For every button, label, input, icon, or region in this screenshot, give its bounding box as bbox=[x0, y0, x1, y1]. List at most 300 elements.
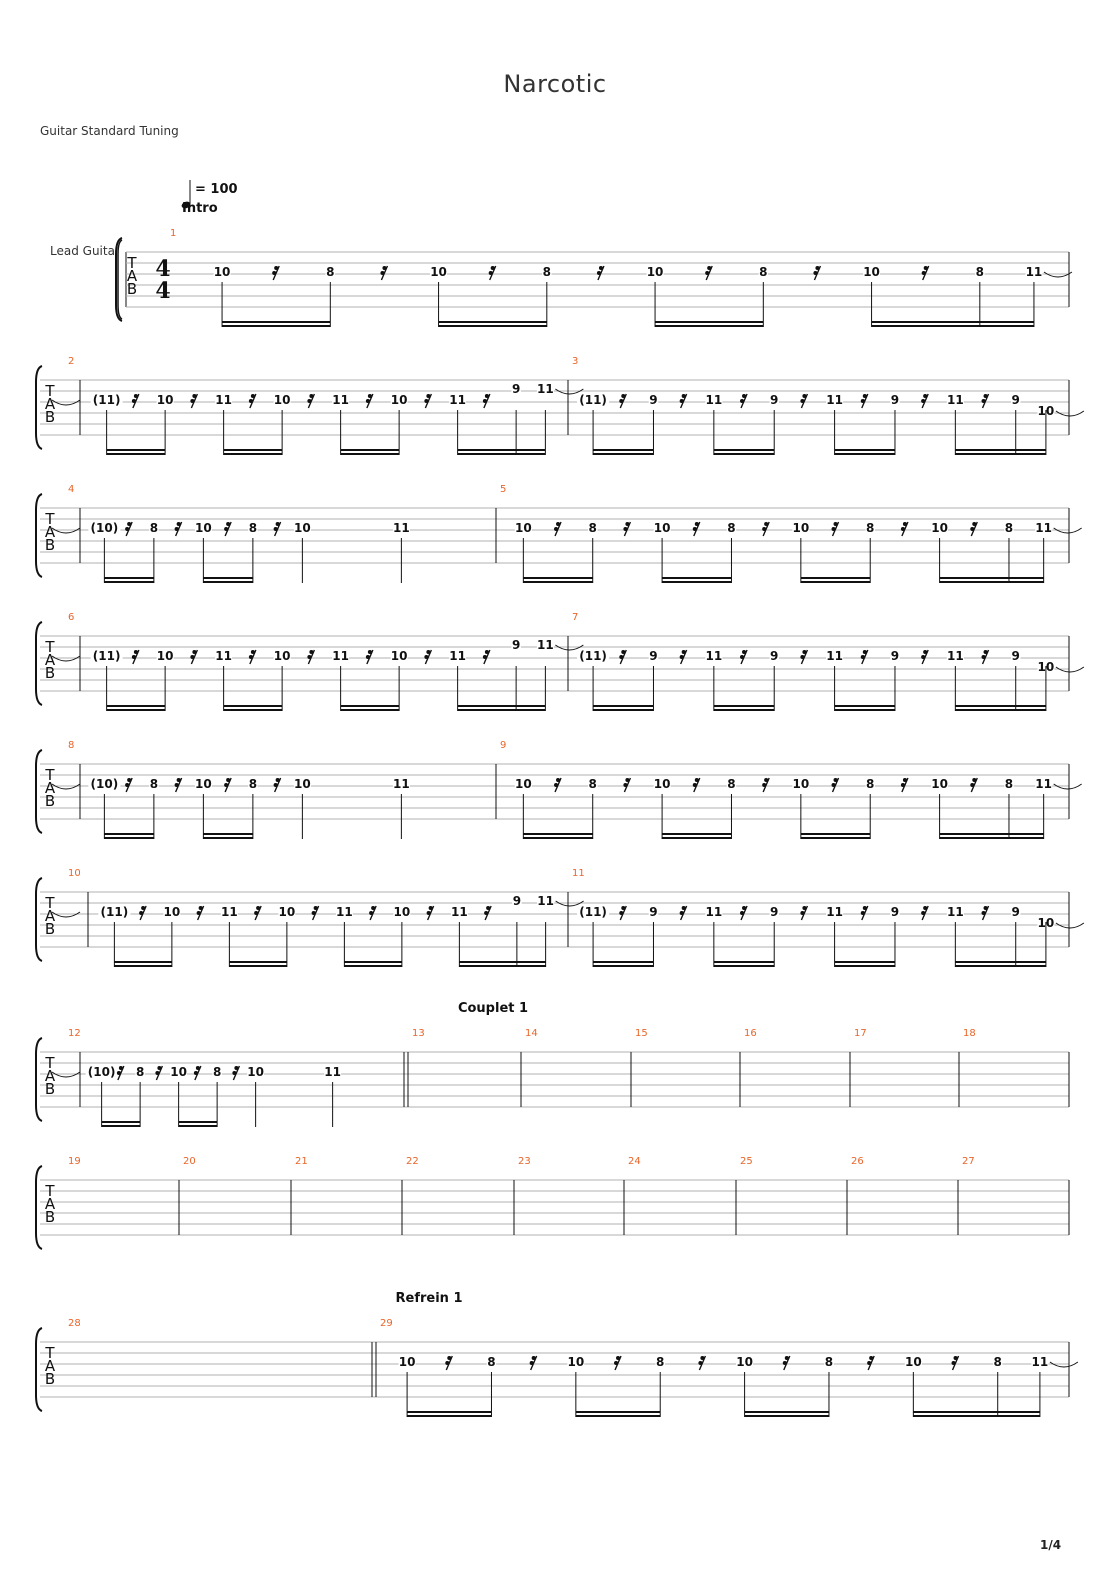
sixteenth-rest bbox=[249, 394, 256, 408]
tab-clef-letter: A bbox=[44, 395, 56, 413]
fret-number: 9 bbox=[770, 905, 779, 919]
rest-flag-dot bbox=[175, 783, 179, 787]
rest-flag-dot bbox=[134, 650, 138, 654]
fret-number: 11 bbox=[215, 649, 232, 663]
rest-flag-dot bbox=[802, 906, 806, 910]
system-brace bbox=[36, 494, 42, 577]
tab-clef-letter: T bbox=[45, 1182, 55, 1200]
rest-flag-dot bbox=[682, 394, 686, 398]
rest-flag-dot bbox=[226, 778, 230, 782]
fret-number: 10 bbox=[792, 777, 810, 791]
measure-number: 14 bbox=[525, 1028, 538, 1039]
fret-number: 11 bbox=[215, 393, 232, 407]
section-label: Refrein 1 bbox=[395, 1291, 463, 1306]
fret-number: 10 bbox=[931, 521, 948, 535]
tab-clef-letter: B bbox=[126, 280, 138, 298]
rest-flag-dot bbox=[125, 783, 129, 787]
rest-flag-dot bbox=[254, 911, 258, 915]
sixteenth-rest bbox=[800, 650, 807, 664]
rest-flag-dot bbox=[141, 906, 145, 910]
rest-flag-dot bbox=[192, 394, 196, 398]
rest-flag-dot bbox=[984, 650, 988, 654]
rest-flag-dot bbox=[483, 655, 487, 659]
sixteenth-rest bbox=[366, 650, 373, 664]
fret-number: 11 bbox=[705, 649, 723, 663]
tab-system bbox=[36, 1156, 1069, 1249]
sixteenth-rest bbox=[921, 906, 928, 920]
sixteenth-rest bbox=[484, 906, 491, 920]
beam-primary bbox=[872, 321, 1034, 323]
rest-flag-dot bbox=[625, 522, 629, 526]
measure-number: 28 bbox=[68, 1318, 81, 1329]
rest-flag-dot bbox=[867, 1361, 871, 1365]
beam-primary bbox=[835, 961, 895, 963]
beam-primary bbox=[913, 1411, 1040, 1413]
sixteenth-rest bbox=[125, 778, 132, 792]
fret-number: 10 bbox=[863, 265, 880, 279]
beam-secondary bbox=[714, 965, 774, 967]
rest-flag-dot bbox=[483, 399, 487, 403]
beam-primary bbox=[801, 833, 870, 835]
beam-secondary bbox=[104, 581, 154, 583]
rest-flag-dot bbox=[740, 399, 744, 403]
rest-flag-dot bbox=[530, 1361, 534, 1365]
rest-flag-dot bbox=[127, 778, 131, 782]
beam-secondary bbox=[341, 709, 400, 711]
fret-number: 10 bbox=[273, 649, 291, 663]
fret-number: 8 bbox=[326, 265, 335, 279]
beam-secondary bbox=[102, 1125, 141, 1127]
rest-flag-dot bbox=[832, 527, 836, 531]
sixteenth-rest bbox=[619, 650, 626, 664]
rest-flag-dot bbox=[863, 650, 867, 654]
rest-flag-dot bbox=[175, 527, 179, 531]
rest-flag-dot bbox=[834, 522, 838, 526]
rest-flag-dot bbox=[249, 399, 253, 403]
measure-number: 20 bbox=[183, 1156, 196, 1167]
fret-number: 11 bbox=[1025, 265, 1043, 279]
fret-number: 8 bbox=[149, 777, 159, 791]
tab-clef-letter: T bbox=[127, 254, 137, 272]
fret-number: 10 bbox=[514, 777, 532, 791]
sixteenth-rest bbox=[530, 1356, 537, 1370]
rest-flag-dot bbox=[952, 1361, 956, 1365]
rest-flag-dot bbox=[869, 1356, 873, 1360]
rest-flag-dot bbox=[194, 1071, 198, 1075]
sixteenth-rest bbox=[861, 906, 868, 920]
rest-flag-dot bbox=[923, 906, 927, 910]
rest-flag-dot bbox=[256, 906, 260, 910]
fret-number: 8 bbox=[656, 1355, 665, 1369]
measure-number: 11 bbox=[572, 868, 585, 879]
rest-flag-dot bbox=[196, 1066, 200, 1070]
rest-flag-dot bbox=[982, 399, 986, 403]
sixteenth-rest bbox=[680, 394, 687, 408]
beam-primary bbox=[407, 1411, 491, 1413]
rest-flag-dot bbox=[923, 394, 927, 398]
rest-flag-dot bbox=[127, 522, 131, 526]
rest-flag-dot bbox=[192, 650, 196, 654]
fret-number: 10 bbox=[1037, 404, 1055, 418]
measure-number: 18 bbox=[963, 1028, 976, 1039]
tab-clef-letter: A bbox=[44, 1195, 56, 1213]
sixteenth-rest bbox=[224, 522, 231, 536]
measure-number: 13 bbox=[412, 1028, 425, 1039]
tab-clef-letter: A bbox=[44, 779, 56, 797]
rest-flag-dot bbox=[623, 783, 627, 787]
sixteenth-rest bbox=[921, 650, 928, 664]
tuning-label: Guitar Standard Tuning bbox=[40, 124, 179, 138]
fret-number: 10 bbox=[567, 1355, 585, 1369]
beam-secondary bbox=[593, 453, 653, 455]
rest-flag-dot bbox=[371, 906, 375, 910]
rest-flag-dot bbox=[491, 266, 495, 270]
sixteenth-rest bbox=[783, 1356, 790, 1370]
rest-flag-dot bbox=[832, 783, 836, 787]
sixteenth-rest bbox=[982, 394, 989, 408]
fret-number: 8 bbox=[727, 777, 736, 791]
fret-number: 11 bbox=[336, 905, 353, 919]
rest-flag-dot bbox=[556, 778, 560, 782]
tab-clef-letter: B bbox=[44, 792, 56, 810]
rest-flag-dot bbox=[924, 266, 928, 270]
fret-number: 10 bbox=[195, 777, 212, 791]
sixteenth-rest bbox=[623, 522, 630, 536]
rest-flag-dot bbox=[762, 527, 766, 531]
fret-number: 10 bbox=[213, 265, 231, 279]
fret-number: 10 bbox=[278, 905, 296, 919]
sixteenth-rest bbox=[117, 1066, 124, 1080]
measure-number: 29 bbox=[380, 1318, 393, 1329]
rest-flag-dot bbox=[132, 399, 136, 403]
fret-number: 9 bbox=[649, 905, 658, 919]
fret-number: 11 bbox=[449, 649, 466, 663]
rest-flag-dot bbox=[972, 778, 976, 782]
sixteenth-rest bbox=[312, 906, 319, 920]
fret-number: 10 bbox=[931, 777, 948, 791]
fret-number: (11) bbox=[579, 393, 607, 407]
rest-flag-dot bbox=[970, 783, 974, 787]
sixteenth-rest bbox=[867, 1356, 874, 1370]
sixteenth-rest bbox=[901, 778, 908, 792]
sixteenth-rest bbox=[254, 906, 261, 920]
beam-primary bbox=[102, 1121, 141, 1123]
tab-clef-letter: B bbox=[44, 1080, 56, 1098]
sixteenth-rest bbox=[740, 906, 747, 920]
rest-flag-dot bbox=[177, 522, 181, 526]
fret-number: 8 bbox=[866, 777, 875, 791]
beam-secondary bbox=[576, 1415, 660, 1417]
fret-number: 11 bbox=[537, 894, 554, 908]
rest-flag-dot bbox=[117, 1071, 121, 1075]
beam-primary bbox=[439, 321, 547, 323]
measure-number: 23 bbox=[518, 1156, 531, 1167]
fret-number: 10 bbox=[273, 393, 291, 407]
sixteenth-rest bbox=[619, 906, 626, 920]
beam-secondary bbox=[913, 1415, 1040, 1417]
rest-flag-dot bbox=[863, 394, 867, 398]
rest-flag-dot bbox=[232, 1071, 236, 1075]
fret-number: 11 bbox=[221, 905, 238, 919]
measure-number: 6 bbox=[68, 612, 75, 623]
measure-number: 26 bbox=[851, 1156, 864, 1167]
fret-number: 11 bbox=[826, 649, 843, 663]
fret-number: 11 bbox=[1031, 1355, 1049, 1369]
measure-number: 12 bbox=[68, 1028, 81, 1039]
tab-clef-letter: T bbox=[45, 510, 55, 528]
system-brace bbox=[36, 1038, 42, 1121]
beam-secondary bbox=[458, 709, 546, 711]
beam-secondary bbox=[203, 837, 253, 839]
fret-number: 9 bbox=[890, 393, 900, 407]
rest-flag-dot bbox=[234, 1066, 238, 1070]
sixteenth-rest bbox=[705, 266, 712, 280]
sixteenth-rest bbox=[800, 394, 807, 408]
rest-flag-dot bbox=[802, 394, 806, 398]
sixteenth-rest bbox=[614, 1356, 621, 1370]
fret-number: (10) bbox=[90, 521, 119, 535]
rest-flag-dot bbox=[815, 266, 819, 270]
fret-number: 10 bbox=[294, 777, 311, 791]
sixteenth-rest bbox=[194, 1066, 201, 1080]
rest-flag-dot bbox=[616, 1356, 620, 1360]
beam-primary bbox=[593, 705, 653, 707]
rest-flag-dot bbox=[190, 655, 194, 659]
rest-flag-dot bbox=[764, 778, 768, 782]
sixteenth-rest bbox=[139, 906, 146, 920]
tab-clef-letter: B bbox=[44, 1208, 56, 1226]
beam-primary bbox=[344, 961, 402, 963]
rest-flag-dot bbox=[800, 655, 804, 659]
beam-primary bbox=[745, 1411, 829, 1413]
sixteenth-rest bbox=[740, 650, 747, 664]
fret-number: 10 bbox=[195, 521, 212, 535]
tab-system bbox=[36, 868, 1084, 967]
sixteenth-rest bbox=[197, 906, 204, 920]
rest-flag-dot bbox=[119, 1066, 123, 1070]
beam-secondary bbox=[955, 453, 1046, 455]
fret-number: (10) bbox=[87, 1065, 116, 1079]
rest-flag-dot bbox=[693, 527, 697, 531]
beam-secondary bbox=[344, 965, 402, 967]
fret-number: (11) bbox=[579, 905, 607, 919]
beam-primary bbox=[222, 321, 330, 323]
rest-flag-dot bbox=[619, 655, 623, 659]
fret-number: 9 bbox=[511, 382, 521, 396]
rest-flag-dot bbox=[249, 655, 253, 659]
beam-primary bbox=[940, 833, 1044, 835]
rest-flag-dot bbox=[368, 650, 372, 654]
measure-number: 10 bbox=[68, 868, 81, 879]
measure-number: 3 bbox=[572, 356, 579, 367]
rest-flag-dot bbox=[800, 911, 804, 915]
fret-number: 11 bbox=[393, 521, 410, 535]
tie-arc bbox=[1056, 667, 1084, 672]
rest-flag-dot bbox=[197, 911, 201, 915]
rest-flag-dot bbox=[802, 650, 806, 654]
tab-system bbox=[36, 740, 1082, 839]
beam-primary bbox=[459, 961, 545, 963]
beam-secondary bbox=[714, 709, 774, 711]
beam-primary bbox=[655, 321, 763, 323]
fret-number: 11 bbox=[946, 649, 964, 663]
tab-system bbox=[36, 484, 1082, 583]
sixteenth-rest bbox=[380, 266, 387, 280]
fret-number: 9 bbox=[512, 894, 522, 908]
measure-number: 19 bbox=[68, 1156, 81, 1167]
beam-secondary bbox=[179, 1125, 218, 1127]
fret-number: 11 bbox=[537, 382, 554, 396]
beam-secondary bbox=[523, 581, 592, 583]
rest-flag-dot bbox=[921, 655, 925, 659]
fret-number: 10 bbox=[247, 1065, 264, 1079]
beam-secondary bbox=[714, 453, 774, 455]
rest-flag-dot bbox=[982, 911, 986, 915]
sixteenth-rest bbox=[249, 650, 256, 664]
beam-primary bbox=[835, 705, 895, 707]
rest-flag-dot bbox=[556, 522, 560, 526]
fret-number: 9 bbox=[770, 649, 779, 663]
rest-flag-dot bbox=[226, 522, 230, 526]
beam-primary bbox=[576, 1411, 660, 1413]
rest-flag-dot bbox=[863, 906, 867, 910]
system-brace bbox=[36, 750, 42, 833]
fret-number: 9 bbox=[1011, 905, 1020, 919]
measure-number: 7 bbox=[572, 612, 579, 623]
instrument-name: Lead Guita bbox=[50, 244, 115, 258]
fret-number: 8 bbox=[542, 265, 551, 279]
sixteenth-rest bbox=[623, 778, 630, 792]
fret-number: 9 bbox=[770, 393, 779, 407]
sixteenth-rest bbox=[952, 1356, 959, 1370]
sixteenth-rest bbox=[680, 906, 687, 920]
rest-flag-dot bbox=[621, 394, 625, 398]
rest-flag-dot bbox=[695, 778, 699, 782]
beam-secondary bbox=[835, 965, 895, 967]
fret-number: 10 bbox=[514, 521, 532, 535]
beam-secondary bbox=[107, 453, 166, 455]
beam-secondary bbox=[745, 1415, 829, 1417]
rest-flag-dot bbox=[125, 527, 129, 531]
fret-number: 11 bbox=[324, 1065, 341, 1079]
rest-flag-dot bbox=[901, 783, 905, 787]
measure-number: 21 bbox=[295, 1156, 308, 1167]
rest-flag-dot bbox=[783, 1361, 787, 1365]
measure-number: 4 bbox=[68, 484, 75, 495]
rest-flag-dot bbox=[445, 1361, 449, 1365]
rest-flag-dot bbox=[680, 655, 684, 659]
sixteenth-rest bbox=[274, 522, 281, 536]
sixteenth-rest bbox=[861, 394, 868, 408]
beam-secondary bbox=[459, 965, 545, 967]
fret-number: 10 bbox=[156, 649, 174, 663]
measure-number: 8 bbox=[68, 740, 75, 751]
tab-clef-letter: B bbox=[44, 664, 56, 682]
rest-flag-dot bbox=[861, 655, 865, 659]
measure-number: 25 bbox=[740, 1156, 753, 1167]
system-brace bbox=[36, 622, 42, 705]
tab-system bbox=[36, 612, 1084, 711]
tab-clef-letter: A bbox=[44, 1067, 56, 1085]
fret-number: 8 bbox=[824, 1355, 834, 1369]
rest-flag-dot bbox=[309, 650, 313, 654]
beam-primary bbox=[662, 577, 731, 579]
sixteenth-rest bbox=[813, 266, 820, 280]
sixteenth-rest bbox=[424, 650, 431, 664]
sixteenth-rest bbox=[922, 266, 929, 280]
fret-number: 8 bbox=[1004, 521, 1014, 535]
rest-flag-dot bbox=[621, 650, 625, 654]
fret-number: 10 bbox=[646, 265, 664, 279]
beam-primary bbox=[107, 449, 166, 451]
fret-number: 11 bbox=[946, 905, 964, 919]
rest-flag-dot bbox=[923, 650, 927, 654]
beam-primary bbox=[955, 961, 1046, 963]
fret-number: 10 bbox=[393, 905, 411, 919]
sixteenth-rest bbox=[554, 522, 561, 536]
fret-number: 10 bbox=[170, 1065, 187, 1079]
rest-flag-dot bbox=[251, 394, 255, 398]
beam-primary bbox=[107, 705, 166, 707]
tab-clef-letter: T bbox=[45, 638, 55, 656]
fret-number: 11 bbox=[705, 393, 723, 407]
fret-number: (11) bbox=[92, 649, 121, 663]
rest-flag-dot bbox=[682, 906, 686, 910]
rest-flag-dot bbox=[698, 1361, 702, 1365]
rest-flag-dot bbox=[785, 1356, 789, 1360]
rest-flag-dot bbox=[621, 906, 625, 910]
rest-flag-dot bbox=[861, 911, 865, 915]
fret-number: 9 bbox=[890, 905, 900, 919]
fret-number: 11 bbox=[1035, 521, 1053, 535]
system-brace bbox=[36, 1166, 42, 1249]
sixteenth-rest bbox=[132, 650, 139, 664]
sixteenth-rest bbox=[762, 522, 769, 536]
sixteenth-rest bbox=[232, 1066, 239, 1080]
beam-primary bbox=[593, 961, 653, 963]
sixteenth-rest bbox=[698, 1356, 705, 1370]
track-bracket bbox=[118, 240, 122, 319]
rest-flag-dot bbox=[614, 1361, 618, 1365]
tab-clef-letter: A bbox=[44, 1357, 56, 1375]
fret-number: 11 bbox=[449, 393, 466, 407]
fret-number: 11 bbox=[537, 638, 554, 652]
tab-clef-letter: T bbox=[45, 894, 55, 912]
fret-number: 10 bbox=[792, 521, 810, 535]
measure-number: 27 bbox=[962, 1156, 975, 1167]
sixteenth-rest bbox=[832, 778, 839, 792]
rest-flag-dot bbox=[380, 271, 384, 275]
sixteenth-rest bbox=[597, 266, 604, 280]
rest-flag-dot bbox=[429, 906, 433, 910]
beam-secondary bbox=[662, 837, 731, 839]
sixteenth-rest bbox=[921, 394, 928, 408]
fret-number: 10 bbox=[430, 265, 447, 279]
system-brace bbox=[116, 238, 122, 321]
rest-flag-dot bbox=[155, 1071, 159, 1075]
rest-flag-dot bbox=[705, 271, 709, 275]
fret-number: 11 bbox=[705, 905, 723, 919]
rest-flag-dot bbox=[309, 394, 313, 398]
fret-number: 9 bbox=[1011, 649, 1020, 663]
page-number: 1/4 bbox=[1040, 1538, 1062, 1552]
sixteenth-rest bbox=[693, 522, 700, 536]
beam-primary bbox=[835, 449, 895, 451]
sixteenth-rest bbox=[190, 650, 197, 664]
rest-flag-dot bbox=[447, 1356, 451, 1360]
fret-number: 8 bbox=[248, 521, 258, 535]
beam-secondary bbox=[940, 837, 1044, 839]
